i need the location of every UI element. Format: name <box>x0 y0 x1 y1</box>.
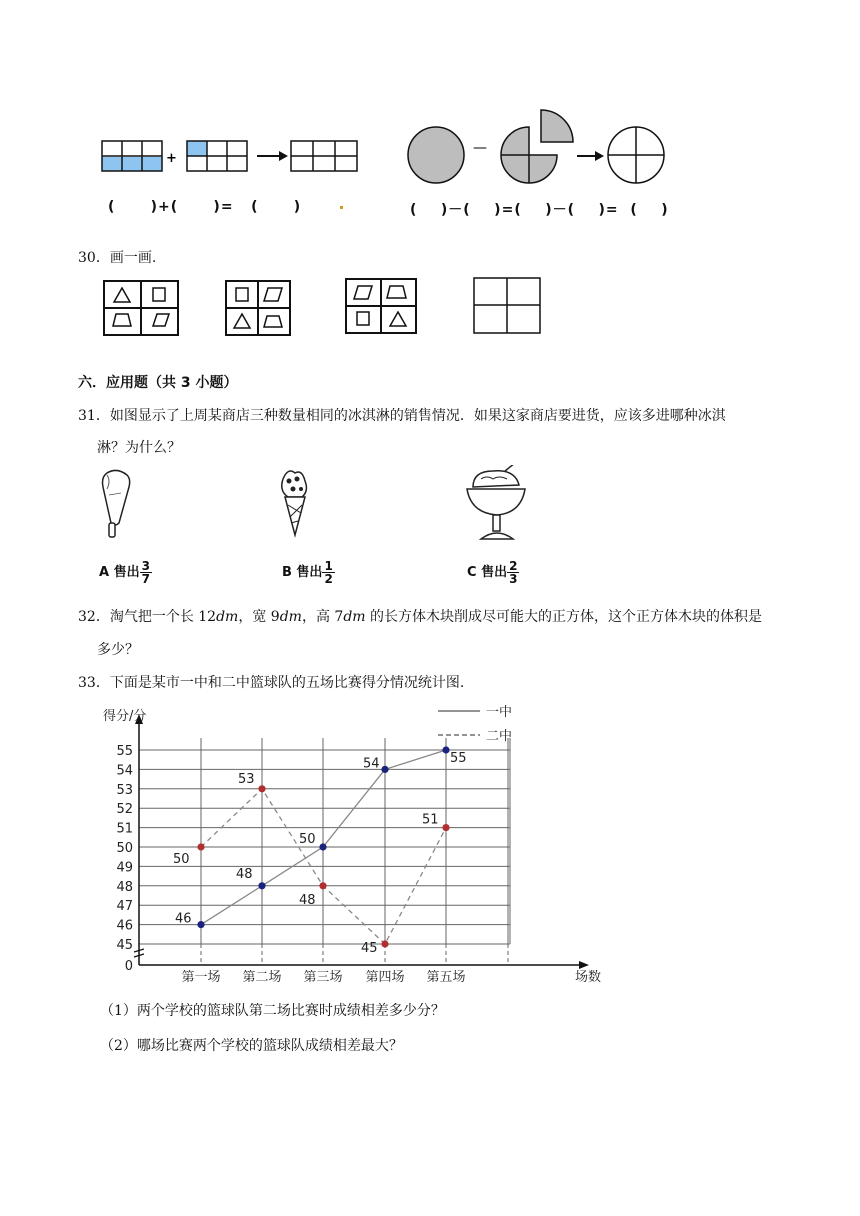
section-title: 六．应用题（共 3 小题） <box>78 375 238 391</box>
y-tick-label: 50 <box>116 841 133 856</box>
data-label: 53 <box>238 771 255 787</box>
q33-text: 33．下面是某市一中和二中篮球队的五场比赛得分情况统计图. <box>78 675 465 691</box>
data-label: 46 <box>175 911 192 927</box>
quartered-circle <box>608 127 664 183</box>
y-tick-label: 49 <box>116 860 133 876</box>
y-tick-label: 54 <box>116 763 133 779</box>
fraction-b-denominator: 2 <box>324 572 333 586</box>
x-tick-label: 第一场 <box>181 970 221 985</box>
q31-text-line2: 淋？为什么？ <box>97 440 181 456</box>
arrow-right-icon <box>257 151 288 161</box>
q32-unit2: dm <box>279 609 302 625</box>
q30-text: 30．画一画. <box>78 250 157 266</box>
fraction-a-numerator: 3 <box>141 559 150 573</box>
data-point <box>442 824 449 831</box>
y-tick-label: 51 <box>116 821 133 837</box>
data-label: 50 <box>173 852 190 867</box>
data-label: 50 <box>299 832 316 847</box>
caption-c-label: C 售出 <box>467 565 508 580</box>
legend-label: 一中 <box>486 705 513 720</box>
y-tick-label: 47 <box>116 899 133 915</box>
caption-a-label: A 售出 <box>99 565 140 580</box>
q30-pattern-boxes <box>100 275 550 340</box>
q32-unit1: dm <box>216 609 239 625</box>
x-tick-label: 第四场 <box>365 970 405 985</box>
q29-left-formula: ( )+( )= ( ) <box>108 199 302 215</box>
data-point <box>319 843 326 850</box>
data-point <box>381 940 388 947</box>
pattern-box-2 <box>226 281 290 335</box>
data-label: 51 <box>422 812 439 828</box>
y-tick-label: 45 <box>116 938 133 953</box>
full-circle <box>408 127 464 183</box>
q32-unit3: dm <box>343 609 366 625</box>
caption-b <box>282 560 335 585</box>
fraction-c-numerator: 2 <box>509 559 518 573</box>
ice-cream-cone-icon <box>282 471 307 535</box>
arrow-right-icon <box>577 151 604 161</box>
pattern-box-3 <box>346 279 416 333</box>
caption-c <box>467 560 519 585</box>
data-label: 45 <box>361 941 378 956</box>
x-axis-arrow <box>579 961 589 969</box>
q32-part4: 的长方体木块削成尽可能大的正方体，这个正方体木块的体积是 <box>365 609 763 625</box>
q32-part3: ，高 7 <box>301 609 344 625</box>
pattern-box-empty <box>474 278 540 333</box>
score-chart <box>95 700 605 990</box>
q33-sub1: （1）两个学校的篮球队第二场比赛时成绩相差多少分？ <box>100 1003 445 1019</box>
x-tick-label: 第二场 <box>242 970 282 985</box>
q33-sub2: （2）哪场比赛两个学校的篮球队成绩相差最大？ <box>100 1038 403 1054</box>
plus-sign: + <box>166 151 177 166</box>
ice-cream-images <box>95 465 535 545</box>
q32-text-line1 <box>78 607 762 627</box>
fraction-c-denominator: 3 <box>509 572 518 586</box>
y-tick-label: 46 <box>116 918 133 934</box>
x-tick-label: 第五场 <box>426 970 466 985</box>
fraction-rect-result <box>291 141 357 171</box>
q29-fraction-diagram <box>95 100 705 195</box>
y-tick-label: 48 <box>116 879 133 895</box>
fraction-rect-b <box>187 141 247 171</box>
data-point <box>197 921 204 928</box>
q32-text-line2: 多少？ <box>97 642 139 658</box>
q32-part2: ，宽 9 <box>238 609 280 625</box>
x-tick-label: 第三场 <box>303 970 343 985</box>
x-axis-label: 场数 <box>575 970 602 985</box>
data-point <box>197 843 204 850</box>
popsicle-icon <box>103 470 130 537</box>
q30-shape-grid <box>100 275 550 340</box>
dot-mark <box>340 206 343 209</box>
pattern-box-1 <box>104 281 178 335</box>
fraction-c <box>507 560 519 585</box>
legend-label: 二中 <box>486 729 513 744</box>
fraction-a-denominator: 7 <box>141 572 150 586</box>
fraction-a <box>140 560 152 585</box>
q29-right-formula: ( )－( )=( )－( )= ( ) <box>410 202 669 218</box>
data-label: 55 <box>450 751 467 766</box>
y-tick-label: 55 <box>116 744 133 759</box>
line-chart-svg <box>95 700 605 990</box>
minus-sign: — <box>473 140 487 156</box>
q31-text-line1: 31．如图显示了上周某商店三种数量相同的冰淇淋的销售情况．如果这家商店要进货，应该多进哪种冰淇 <box>78 408 726 424</box>
fraction-rect-a <box>102 141 162 171</box>
data-label: 48 <box>236 866 253 882</box>
fraction-b <box>322 560 334 585</box>
data-point <box>258 882 265 889</box>
y-tick-label: 52 <box>116 802 133 818</box>
data-point <box>381 766 388 773</box>
data-label: 54 <box>363 756 380 772</box>
ice-cream-illustrations <box>95 465 535 545</box>
data-point <box>442 746 449 753</box>
caption-b-label: B 售出 <box>282 565 323 580</box>
fraction-b-numerator: 1 <box>324 559 333 573</box>
sundae-icon <box>467 465 525 539</box>
data-point <box>319 882 326 889</box>
data-point <box>258 785 265 792</box>
q29-diagrams <box>95 100 705 195</box>
y-tick-label: 53 <box>116 782 133 798</box>
three-quarter-circle <box>501 110 573 183</box>
caption-a <box>99 560 152 585</box>
data-label: 48 <box>299 892 316 908</box>
y-axis-label: 得分/分 <box>103 709 147 724</box>
q32-part1: 32．淘气把一个长 12 <box>78 609 217 625</box>
y-tick-label: 0 <box>124 959 133 974</box>
